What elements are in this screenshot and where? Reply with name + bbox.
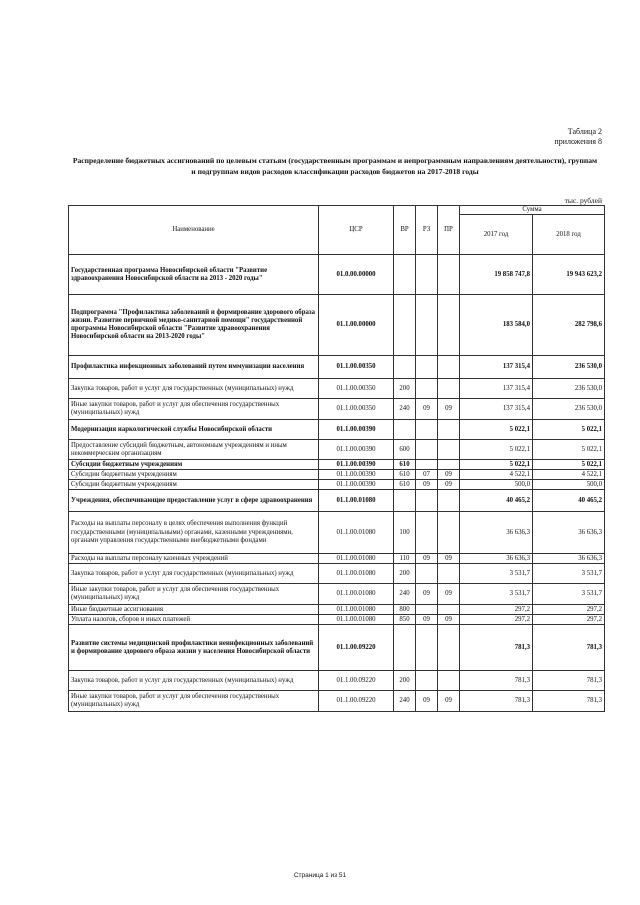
row-csr: 01.0.00.00000: [319, 255, 394, 295]
row-vr: 600: [394, 440, 416, 460]
row-pr: [438, 625, 460, 671]
row-csr: 01.1.00.00390: [319, 480, 394, 490]
table-row: [69, 691, 605, 712]
row-2018: 282 798,6: [533, 295, 605, 356]
header-vr: ВР: [394, 206, 416, 255]
header-pr: ПР: [438, 206, 460, 255]
row-2018: 3 531,7: [533, 584, 605, 605]
row-pr: [438, 295, 460, 356]
row-2018: 36 636,3: [533, 554, 605, 564]
row-2018: 236 530,0: [533, 379, 605, 399]
row-vr: 200: [394, 379, 416, 399]
row-2018: 781,3: [533, 671, 605, 691]
table-row: [69, 379, 605, 399]
row-2017: 297,2: [460, 605, 533, 615]
row-pr: [438, 379, 460, 399]
row-rz: [416, 671, 438, 691]
header-rz: РЗ: [416, 206, 438, 255]
row-2017: 5 022,1: [460, 420, 533, 440]
row-rz: [416, 420, 438, 440]
row-name: Субсидии бюджетным учреждениям: [69, 470, 319, 480]
row-2017: 137 315,4: [460, 356, 533, 379]
row-pr: [438, 356, 460, 379]
row-rz: 09: [416, 691, 438, 712]
row-name: Субсидии бюджетным учреждениям: [69, 460, 319, 470]
row-csr: 01.1.00.00390: [319, 440, 394, 460]
row-2018: 4 522,1: [533, 470, 605, 480]
row-vr: [394, 420, 416, 440]
row-vr: [394, 356, 416, 379]
table-row: [69, 470, 605, 480]
page-footer: Страница 1 из 51: [293, 872, 347, 879]
row-name: Развитие системы медицинской профилактики неинфекционных заболеваний и формирование здорового образа жизни у населения Новосибирской области: [69, 625, 319, 671]
row-2018: 36 636,3: [533, 512, 605, 554]
row-2018: 40 465,2: [533, 490, 605, 512]
row-2018: 19 943 623,2: [533, 255, 605, 295]
row-name: Государственная программа Новосибирской области "Развитие здравоохранения Новосибирской области на 2013 - 2020 годы": [69, 255, 319, 295]
row-name: Иные закупки товаров, работ и услуг для обеспечения государственных (муниципальных) нужд: [69, 584, 319, 605]
row-2018: 297,2: [533, 615, 605, 625]
table-row: [69, 584, 605, 605]
row-name: Закупка товаров, работ и услуг для государственных (муниципальных) нужд: [69, 564, 319, 584]
row-2018: 5 022,1: [533, 460, 605, 470]
row-name: Иные закупки товаров, работ и услуг для обеспечения государственных (муниципальных) нужд: [69, 399, 319, 420]
unit-label: тыс. рублей: [564, 196, 602, 205]
header-2017: 2017 год: [460, 215, 533, 255]
row-csr: 01.1.00.01080: [319, 512, 394, 554]
row-2017: 781,3: [460, 691, 533, 712]
row-rz: [416, 605, 438, 615]
row-2017: 297,2: [460, 615, 533, 625]
row-2018: 297,2: [533, 605, 605, 615]
row-rz: 09: [416, 399, 438, 420]
row-pr: [438, 420, 460, 440]
table-caption: [554, 127, 602, 147]
row-rz: 07: [416, 470, 438, 480]
row-rz: [416, 379, 438, 399]
row-pr: 09: [438, 691, 460, 712]
row-pr: [438, 671, 460, 691]
table-row: [69, 440, 605, 460]
table-row: [69, 671, 605, 691]
table-row: [69, 460, 605, 470]
row-pr: 09: [438, 480, 460, 490]
table-row: [69, 356, 605, 379]
row-2017: 781,3: [460, 671, 533, 691]
table-row: [69, 605, 605, 615]
row-csr: 01.1.00.01080: [319, 490, 394, 512]
row-vr: 200: [394, 671, 416, 691]
row-pr: 09: [438, 399, 460, 420]
row-csr: 01.1.00.09220: [319, 671, 394, 691]
row-vr: [394, 490, 416, 512]
row-name: Иные закупки товаров, работ и услуг для обеспечения государственных (муниципальных) нужд: [69, 691, 319, 712]
header-2018: 2018 год: [533, 215, 605, 255]
row-csr: 01.1.00.00000: [319, 295, 394, 356]
row-csr: 01.1.00.00350: [319, 379, 394, 399]
row-vr: 610: [394, 480, 416, 490]
row-vr: 240: [394, 691, 416, 712]
row-2018: 5 022,1: [533, 440, 605, 460]
row-csr: 01.1.00.00350: [319, 356, 394, 379]
row-vr: 100: [394, 512, 416, 554]
table-number: Таблица 2: [567, 127, 602, 136]
row-name: Иные бюджетные ассигнования: [69, 605, 319, 615]
table-row: [69, 564, 605, 584]
row-pr: 09: [438, 584, 460, 605]
row-2017: 781,3: [460, 625, 533, 671]
row-name: Расходы на выплаты персоналу казенных учреждений: [69, 554, 319, 564]
row-csr: 01.1.00.09220: [319, 691, 394, 712]
row-2017: 5 022,1: [460, 440, 533, 460]
row-rz: [416, 356, 438, 379]
row-vr: 610: [394, 460, 416, 470]
row-2018: 500,0: [533, 480, 605, 490]
header-csr: ЦСР: [319, 206, 394, 255]
row-2018: 3 531,7: [533, 564, 605, 584]
row-csr: 01.1.00.01080: [319, 554, 394, 564]
row-csr: 01.1.00.01080: [319, 584, 394, 605]
row-rz: 09: [416, 480, 438, 490]
row-rz: [416, 295, 438, 356]
row-rz: 09: [416, 615, 438, 625]
table-row: [69, 255, 605, 295]
row-pr: [438, 512, 460, 554]
row-vr: 200: [394, 564, 416, 584]
row-name: Субсидии бюджетным учреждениям: [69, 480, 319, 490]
row-vr: [394, 625, 416, 671]
row-2017: 3 531,7: [460, 584, 533, 605]
row-2017: 36 636,3: [460, 554, 533, 564]
row-csr: 01.1.00.09220: [319, 625, 394, 671]
row-rz: [416, 255, 438, 295]
row-csr: 01.1.00.01080: [319, 605, 394, 615]
row-csr: 01.1.00.00390: [319, 470, 394, 480]
table-row: [69, 480, 605, 490]
row-csr: 01.1.00.00390: [319, 460, 394, 470]
table-row: [69, 625, 605, 671]
table-row: [69, 615, 605, 625]
row-csr: 01.1.00.00390: [319, 420, 394, 440]
row-vr: 850: [394, 615, 416, 625]
row-2017: 40 465,2: [460, 490, 533, 512]
table-row: [69, 399, 605, 420]
row-csr: 01.1.00.01080: [319, 564, 394, 584]
row-pr: [438, 460, 460, 470]
table-row: [69, 512, 605, 554]
row-name: Закупка товаров, работ и услуг для государственных (муниципальных) нужд: [69, 671, 319, 691]
document-title: Распределение бюджетных ассигнований по целевым статьям (государственным программам и непрограммным направлениям деятельности), группам и подгруппам видов расходов классификации расходов бюджетов на 2017-2018 годы: [72, 156, 598, 176]
row-2017: 500,0: [460, 480, 533, 490]
row-name: Предоставление субсидий бюджетным, автономным учреждениям и иным некоммерческим организациям: [69, 440, 319, 460]
row-rz: [416, 440, 438, 460]
row-2018: 236 530,0: [533, 356, 605, 379]
row-pr: [438, 255, 460, 295]
row-pr: [438, 440, 460, 460]
row-name: Подпрограмма "Профилактика заболеваний и формирование здорового образа жизни. Развитие первичной медико-санитарной помощи" государственной программы Новосибирской области "Развитие здравоохранения Новосибирской области на 2013-2020 годы": [69, 295, 319, 356]
row-name: Уплата налогов, сборов и иных платежей: [69, 615, 319, 625]
row-pr: 09: [438, 615, 460, 625]
table-row: [69, 490, 605, 512]
row-name: Закупка товаров, работ и услуг для государственных (муниципальных) нужд: [69, 379, 319, 399]
row-rz: [416, 490, 438, 512]
row-vr: 240: [394, 399, 416, 420]
row-vr: 800: [394, 605, 416, 615]
row-2017: 19 858 747,8: [460, 255, 533, 295]
row-2018: 5 022,1: [533, 420, 605, 440]
row-rz: [416, 512, 438, 554]
row-2018: 781,3: [533, 691, 605, 712]
row-2017: 137 315,4: [460, 379, 533, 399]
table-row: [69, 554, 605, 564]
row-2017: 36 636,3: [460, 512, 533, 554]
row-rz: [416, 460, 438, 470]
row-rz: 09: [416, 584, 438, 605]
row-vr: 110: [394, 554, 416, 564]
row-rz: [416, 564, 438, 584]
row-name: Учреждения, обеспечивающие предоставление услуг в сфере здравоохранения: [69, 490, 319, 512]
header-sum: Сумма: [460, 206, 605, 215]
row-csr: 01.1.00.00350: [319, 399, 394, 420]
table-row: [69, 295, 605, 356]
row-vr: 240: [394, 584, 416, 605]
row-pr: 09: [438, 554, 460, 564]
row-2017: 3 531,7: [460, 564, 533, 584]
row-pr: [438, 564, 460, 584]
row-2017: 183 584,0: [460, 295, 533, 356]
row-rz: 09: [416, 554, 438, 564]
row-2017: 5 022,1: [460, 460, 533, 470]
appendix-reference: приложения 8: [554, 137, 602, 146]
row-name: Профилактика инфекционных заболеваний путем иммунизации населения: [69, 356, 319, 379]
row-rz: [416, 625, 438, 671]
row-vr: [394, 255, 416, 295]
header-name: Наименование: [69, 206, 319, 255]
row-2017: 137 315,4: [460, 399, 533, 420]
row-vr: [394, 295, 416, 356]
budget-table: [68, 205, 605, 712]
row-2018: 236 530,0: [533, 399, 605, 420]
row-2017: 4 522,1: [460, 470, 533, 480]
row-vr: 610: [394, 470, 416, 480]
table-row: [69, 420, 605, 440]
row-name: Модернизация наркологической службы Новосибирской области: [69, 420, 319, 440]
row-name: Расходы на выплаты персоналу в целях обеспечения выполнения функций государственными (муниципальными) органами, казенными учреждениями, органами управления государственными внебюджетными фондами: [69, 512, 319, 554]
row-csr: 01.1.00.01080: [319, 615, 394, 625]
row-2018: 781,3: [533, 625, 605, 671]
row-pr: 09: [438, 470, 460, 480]
row-pr: [438, 605, 460, 615]
row-pr: [438, 490, 460, 512]
